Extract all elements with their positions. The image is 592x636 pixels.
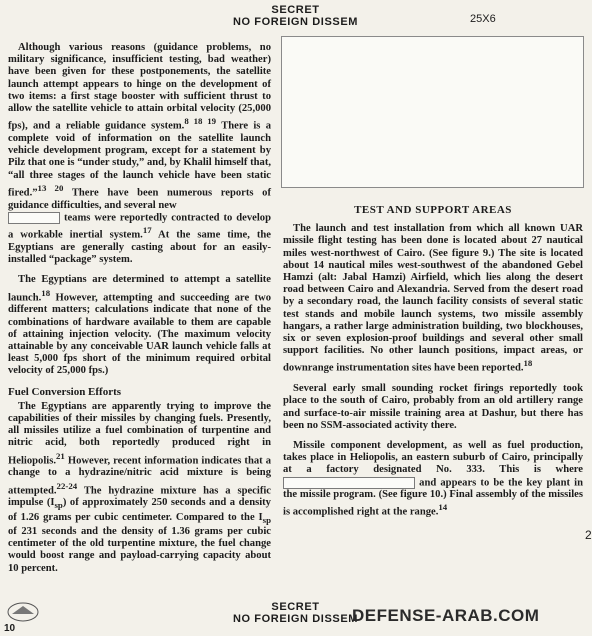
bottom-classification-label: SECRET xyxy=(271,601,320,613)
watermark-logo-icon xyxy=(6,600,40,626)
redacted-figure-box xyxy=(281,36,584,188)
right-column xyxy=(283,204,583,527)
redaction-code: 25X6 xyxy=(470,13,496,25)
left-column xyxy=(8,42,271,583)
page-number: 10 xyxy=(4,623,16,634)
paragraph-component-development: Missile component development, as well as fuel production, takes place in Heliopolis, an eastern suburb of Cairo, principally at a factory designated No. 333. This is where and appears to be the key plant in the missile program. (See figure 10.) Final assembly of the missiles is accomplished right at the range.$^{14}$ xyxy=(283,439,583,518)
redaction-box xyxy=(8,212,60,224)
bottom-dissem-label: NO FOREIGN DISSEM xyxy=(232,613,359,625)
section-heading-fuel: Fuel Conversion Efforts xyxy=(8,385,122,398)
paragraph-launch-installation: The launch and test installation from which all known UAR missile flight testing has been done is located about 27 nautical miles west-northwest of Cairo. (See figure 9.) The site is located about 14 nautical miles west-southwest of the abandoned Gebel Hamzi (alt: Jabal Hamzi) Airfield, which lies along the desert road between Cairo and Alexandria. Served from the desert road by a secondary road, the launch facility consists of several static test stands and mobile launch systems, two missile assembly hangars, a rather large administration building, two blockhouses, six or seven explosion-proof buildings and several other small support facilities. No other launch positions, impact areas, or downrange instrumentation sites have been reported.$^{18}$ xyxy=(283,223,583,374)
top-classification-header xyxy=(0,4,591,28)
top-dissem-label: NO FOREIGN DISSEM xyxy=(232,16,359,28)
paragraph-satellite-determination: The Egyptians are determined to attempt a satellite launch.$^{18}$ However, attempting and succeeding are two different matters; calculations indicate that none of the combinations of hardware available to them are capable of attaining injection velocity. (The maximum velocity attainable by any conceivable UAR launch vehicle falls at least 5,000 fps short of the minimum required orbital velocity of 25,000 fps.) xyxy=(8,274,271,377)
paragraph-fuel-conversion: The Egyptians are apparently trying to improve the capabilities of their missiles by changing fuels. Presently, all missiles utilize a fuel combination of turpentine and nitric acid, both reportedly produced right in Heliopolis.$^{21}$ However, recent information indicates that a change to a hydrazine/nitric acid mixture is being attempted.$^{22-24}$ The hydrazine mixture has a specific impulse $(I_{sp})$ of approximately 250 seconds and a density of 1.26 grams per cubic centimeter. Compared to the $I_{sp}$ of 231 seconds and the density of 1.36 grams per cubic centimeter of the old turpentine mixture, the fuel change would boost range and payload-carrying capacity about 10 percent. xyxy=(8,400,271,574)
watermark-site: DEFENSE-ARAB.COM xyxy=(352,606,540,625)
redaction-box xyxy=(283,477,415,489)
section-heading-test-areas: TEST AND SUPPORT AREAS xyxy=(354,204,512,216)
paragraph-sounding-rockets: Several early small sounding rocket firings reportedly took place to the south of Cairo, probably from an old artillery range and surface-to-air missile training area at Dashur, but there has been no SSM-associated activity there. xyxy=(283,383,583,431)
top-classification-label: SECRET xyxy=(271,4,320,16)
paragraph-satellite-launch: Although various reasons (guidance problems, no military significance, insufficient testing, bad weather) have been given for these postponements, the satellite launch attempt appears to hinge on the development of two items: a first stage booster with sufficient thrust to allow the satellite vehicle to attain orbital velocity (25,000 fps), and a reliable guidance system.$^{8 18 19}$ There is a complete void of information on the satellite launch vehicle development program, except for a statement by Pilz that one is “under study,” and, by Khalil himself that, “all three stages of the launch vehicle have been static fired.”$^{13 20}$ There have been numerous reports of guidance difficulties, and several new teams were reportedly contracted to develop a workable inertial system.$^{17}$ At the same time, the Egyptians are generally casting about for an easily-installed “package” system. xyxy=(8,42,271,266)
margin-mark: 2 xyxy=(585,528,592,542)
